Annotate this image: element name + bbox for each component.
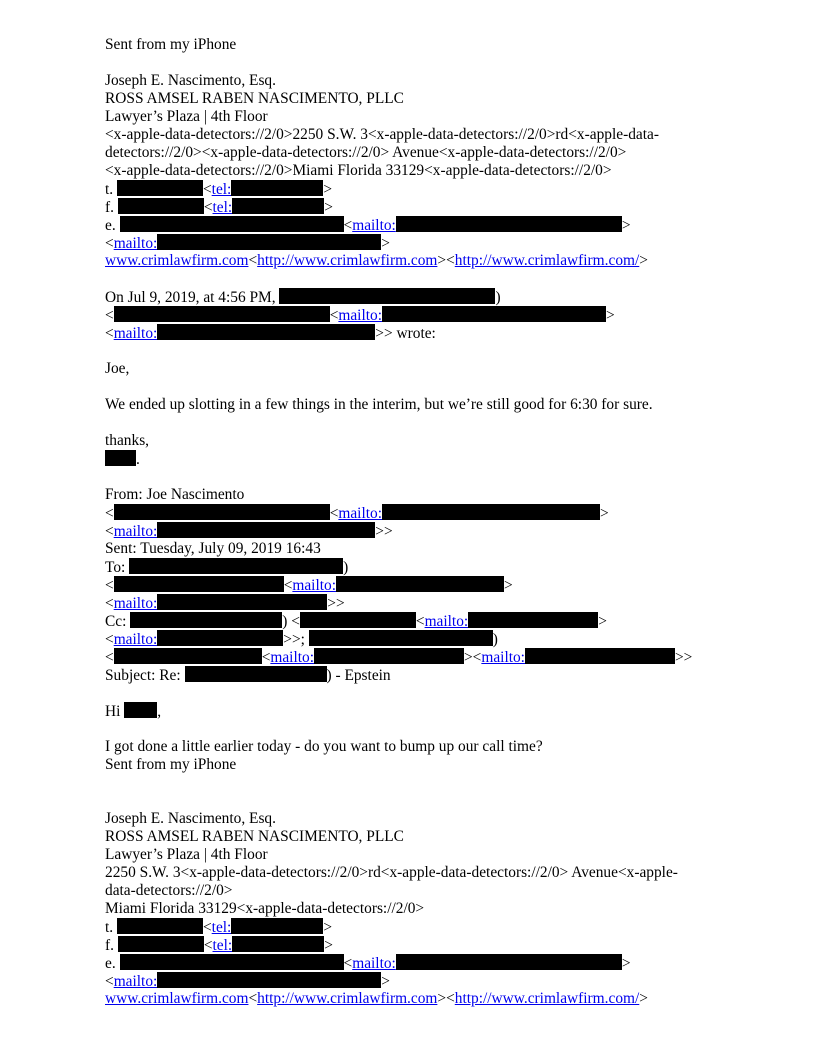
redaction-block — [309, 630, 493, 646]
redaction-block — [231, 918, 323, 934]
website-link[interactable]: www.crimlawfirm.com — [105, 990, 249, 1007]
mailto-link[interactable]: mailto: — [352, 217, 396, 234]
tel-link[interactable]: tel: — [212, 937, 233, 954]
to-address-line: <mailto: >> — [105, 595, 345, 612]
redaction-block — [382, 504, 600, 520]
redaction-block — [130, 612, 282, 628]
mailto-line: <mailto: > — [105, 235, 390, 252]
mailto-link[interactable]: mailto: — [352, 955, 396, 972]
mailto-link[interactable]: mailto: — [113, 595, 158, 612]
redaction-block — [120, 216, 344, 232]
redaction-block — [336, 576, 504, 592]
mailto-link[interactable]: mailto: — [481, 649, 525, 666]
redaction-block — [232, 936, 324, 952]
reply-thanks: thanks, — [105, 432, 150, 449]
redaction-block — [300, 612, 416, 628]
mailto-link[interactable]: mailto: — [113, 235, 158, 252]
from-address-line: < <mailto: > — [105, 505, 609, 522]
cc-line: Cc: ) < <mailto: > — [105, 613, 607, 630]
fax-line: f. <tel: > — [105, 937, 333, 954]
redaction-block — [124, 702, 157, 718]
redaction-block — [118, 198, 204, 214]
cc-address-line: <mailto: >>; ) — [105, 631, 498, 648]
email-line: e. <mailto: > — [105, 217, 631, 234]
signature-address-line: Miami Florida 33129<x-apple-data-detectors://2/0> — [105, 900, 425, 917]
redaction-block — [314, 648, 464, 664]
signature-plaza: Lawyer’s Plaza | 4th Floor — [105, 846, 268, 863]
redaction-block — [396, 954, 622, 970]
redaction-block — [525, 648, 675, 664]
website-link[interactable]: http://www.crimlawfirm.com — [257, 252, 438, 269]
website-line: www.crimlawfirm.com<http://www.crimlawfirm.com><http://www.crimlawfirm.com/> — [105, 252, 648, 269]
original-body: I got done a little earlier today - do you want to bump up our call time? — [105, 738, 543, 755]
signature-name: Joseph E. Nascimento, Esq. — [105, 72, 276, 89]
reply-header-line: <mailto: >> wrote: — [105, 325, 436, 342]
signature-firm: ROSS AMSEL RABEN NASCIMENTO, PLLC — [105, 828, 404, 845]
tel-link[interactable]: tel: — [211, 181, 232, 198]
sent-from-line: Sent from my iPhone — [105, 36, 237, 53]
website-link[interactable]: http://www.crimlawfirm.com/ — [454, 990, 640, 1007]
sent-line: Sent: Tuesday, July 09, 2019 16:43 — [105, 540, 321, 557]
redaction-block — [117, 918, 203, 934]
redaction-block — [185, 666, 327, 682]
redaction-block — [396, 216, 622, 232]
mailto-link[interactable]: mailto: — [113, 973, 158, 990]
signature-address-line: <x-apple-data-detectors://2/0>Miami Florida 33129<x-apple-data-detectors://2/0> — [105, 162, 612, 179]
fax-label: f. — [105, 199, 118, 216]
mailto-link[interactable]: mailto: — [338, 307, 382, 324]
subject-line: Subject: Re: ) - Epstein — [105, 667, 391, 684]
signature-plaza: Lawyer’s Plaza | 4th Floor — [105, 108, 268, 125]
reply-header-line: On Jul 9, 2019, at 4:56 PM, ) — [105, 289, 501, 306]
tel-link[interactable]: tel: — [211, 919, 232, 936]
email-document — [105, 36, 745, 1008]
phone-label: t. — [105, 919, 117, 936]
website-link[interactable]: www.crimlawfirm.com — [105, 252, 249, 269]
mailto-link[interactable]: mailto: — [113, 325, 158, 342]
mailto-link[interactable]: mailto: — [292, 577, 336, 594]
redaction-block — [157, 630, 283, 646]
signature-address-line: 2250 S.W. 3<x-apple-data-detectors://2/0>rd<x-apple-data-detectors://2/0> Avenue<x-apple- — [105, 864, 678, 881]
from-line: From: Joe Nascimento — [105, 486, 245, 503]
email-label: e. — [105, 217, 120, 234]
redaction-block — [157, 234, 381, 250]
redaction-block — [117, 180, 203, 196]
reply-signoff: . — [105, 450, 745, 468]
redaction-block — [118, 936, 204, 952]
redaction-block — [105, 450, 136, 466]
signature-address-line: detectors://2/0><x-apple-data-detectors://2/0> Avenue<x-apple-data-detectors://2/0> — [105, 144, 627, 161]
website-link[interactable]: http://www.crimlawfirm.com/ — [454, 252, 640, 269]
to-address-line: < <mailto: > — [105, 577, 513, 594]
website-line: www.crimlawfirm.com<http://www.crimlawfirm.com><http://www.crimlawfirm.com/> — [105, 990, 648, 1007]
redaction-block — [157, 522, 375, 538]
redaction-block — [279, 288, 495, 304]
redaction-block — [114, 576, 284, 592]
redaction-block — [232, 198, 324, 214]
signature-address-line: <x-apple-data-detectors://2/0>2250 S.W. 3<x-apple-data-detectors://2/0>rd<x-apple-data- — [105, 126, 659, 143]
mailto-link[interactable]: mailto: — [113, 631, 158, 648]
phone-line: t. <tel: > — [105, 181, 333, 198]
tel-link[interactable]: tel: — [212, 199, 233, 216]
mailto-link[interactable]: mailto: — [270, 649, 314, 666]
signature-firm: ROSS AMSEL RABEN NASCIMENTO, PLLC — [105, 90, 404, 107]
cc-address-line: < <mailto: ><mailto: >> — [105, 649, 693, 666]
from-address-line: <mailto: >> — [105, 523, 393, 540]
mailto-link[interactable]: mailto: — [338, 505, 382, 522]
fax-line: f. <tel: > — [105, 199, 333, 216]
reply-header-line: < <mailto: > — [105, 307, 615, 324]
original-greeting: Hi , — [105, 703, 162, 720]
redaction-block — [129, 558, 343, 574]
phone-label: t. — [105, 181, 117, 198]
redaction-block — [157, 972, 381, 988]
redaction-block — [382, 306, 606, 322]
signature-address-line: data-detectors://2/0> — [105, 882, 233, 899]
redaction-block — [120, 954, 344, 970]
mailto-link[interactable]: mailto: — [113, 523, 158, 540]
sent-from-line: Sent from my iPhone — [105, 756, 237, 773]
redaction-block — [114, 504, 330, 520]
redaction-block — [468, 612, 598, 628]
reply-greeting: Joe, — [105, 360, 130, 377]
mailto-link[interactable]: mailto: — [424, 613, 469, 630]
redaction-block — [114, 648, 262, 664]
redaction-block — [231, 180, 323, 196]
email-label: e. — [105, 955, 120, 972]
reply-body: We ended up slotting in a few things in the interim, but we’re still good for 6:30 for sure. — [105, 396, 653, 413]
website-link[interactable]: http://www.crimlawfirm.com — [257, 990, 438, 1007]
mailto-line: <mailto: > — [105, 973, 390, 990]
redaction-block — [157, 594, 327, 610]
phone-line: t. <tel: > — [105, 919, 333, 936]
signature-name: Joseph E. Nascimento, Esq. — [105, 810, 276, 827]
to-line: To: ) — [105, 559, 349, 576]
redaction-block — [114, 306, 330, 322]
redaction-block — [157, 324, 375, 340]
email-line: e. <mailto: > — [105, 955, 631, 972]
fax-label: f. — [105, 937, 118, 954]
